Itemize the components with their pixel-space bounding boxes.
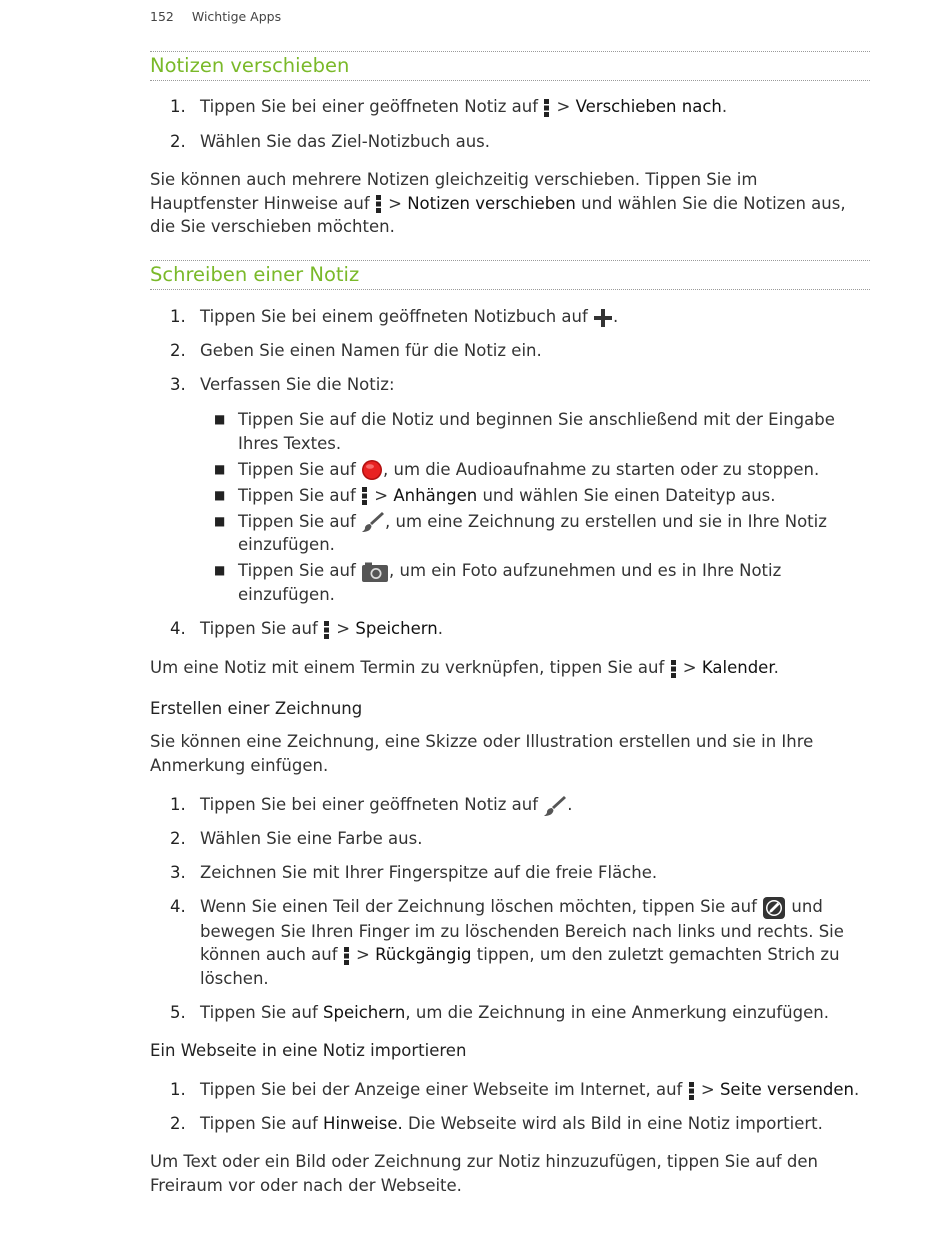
step-number: 1. bbox=[170, 795, 186, 814]
menu-icon bbox=[361, 486, 369, 506]
page-number: 152 bbox=[150, 9, 174, 24]
step-text-end: . bbox=[567, 795, 573, 814]
separator: > bbox=[369, 485, 394, 505]
section-title: Schreiben einer Notiz bbox=[150, 263, 360, 286]
menu-item-name: Kalender bbox=[701, 658, 774, 677]
list-item bbox=[150, 130, 870, 154]
plus-icon bbox=[593, 308, 613, 328]
running-header bbox=[150, 9, 281, 24]
bullet-item bbox=[150, 458, 870, 482]
menu-item-name: Verschieben nach bbox=[575, 97, 722, 116]
menu-icon bbox=[670, 659, 678, 679]
step-number: 2. bbox=[170, 829, 186, 848]
bullet-item bbox=[150, 484, 870, 508]
menu-item-name: Hinweise. bbox=[323, 1114, 403, 1133]
bullet-text: Tippen Sie auf bbox=[238, 511, 356, 531]
para-text-end: . bbox=[773, 658, 779, 677]
menu-item-name: Speichern bbox=[323, 1002, 406, 1022]
brush-icon bbox=[361, 511, 385, 533]
step-text: Tippen Sie auf bbox=[200, 1114, 324, 1133]
step-number: 4. bbox=[170, 619, 186, 638]
step-number: 2. bbox=[170, 1114, 186, 1133]
list-item bbox=[150, 1001, 870, 1025]
eraser-icon bbox=[762, 896, 786, 920]
bullet-item bbox=[150, 510, 870, 557]
separator: > bbox=[331, 619, 356, 638]
bullet-text-end: und wählen Sie einen Dateityp aus. bbox=[477, 485, 776, 505]
step-number: 3. bbox=[170, 375, 186, 394]
step-text: Tippen Sie bei einer geöffneten Notiz auf bbox=[200, 795, 539, 814]
menu-icon bbox=[375, 194, 383, 214]
menu-icon bbox=[343, 946, 351, 966]
bullet-marker: ■ bbox=[214, 487, 226, 502]
menu-icon bbox=[688, 1081, 696, 1101]
steps-list-write-cont bbox=[150, 617, 870, 641]
brush-icon bbox=[543, 795, 567, 817]
chapter-title: Wichtige Apps bbox=[191, 9, 282, 24]
step-number: 3. bbox=[170, 863, 186, 882]
bullet-item bbox=[150, 559, 870, 606]
list-item bbox=[150, 827, 870, 851]
step-text: Wählen Sie eine Farbe aus. bbox=[200, 829, 423, 848]
step-number: 2. bbox=[170, 341, 186, 360]
steps-list-write bbox=[150, 305, 870, 397]
separator: > bbox=[677, 658, 702, 677]
step-text: Tippen Sie bei einer geöffneten Notiz auf bbox=[200, 97, 539, 116]
step-number: 4. bbox=[170, 897, 186, 916]
bullet-text: Tippen Sie auf die Notiz und beginnen Sie anschließend mit der Eingabe Ihres Textes. bbox=[238, 410, 835, 453]
separator: > bbox=[382, 193, 408, 213]
section-notizen-verschieben bbox=[150, 51, 870, 81]
bullet-text: Tippen Sie auf bbox=[238, 485, 356, 505]
paragraph-drawing-intro: Sie können eine Zeichnung, eine Skizze oder Illustration erstellen und sie in Ihre Anmerkung einfügen. bbox=[150, 732, 814, 775]
list-item bbox=[150, 339, 870, 363]
step-text: Tippen Sie auf bbox=[200, 1002, 324, 1022]
step-text: Tippen Sie bei der Anzeige einer Webseite im Internet, auf bbox=[200, 1080, 683, 1099]
separator: > bbox=[695, 1080, 720, 1099]
section-schreiben-einer-notiz bbox=[150, 260, 870, 290]
section-title: Notizen verschieben bbox=[150, 54, 350, 77]
menu-item-name: Notizen verschieben bbox=[407, 193, 576, 213]
step-text: Wenn Sie einen Teil der Zeichnung löschen möchten, tippen Sie auf bbox=[200, 897, 757, 916]
list-item bbox=[150, 305, 870, 329]
bullet-item bbox=[150, 408, 870, 455]
subheading-webpage: Ein Webseite in eine Notiz importieren bbox=[150, 1041, 467, 1060]
menu-item-name: Rückgängig bbox=[375, 945, 472, 964]
bullet-text: Tippen Sie auf bbox=[238, 459, 356, 479]
menu-item-name: Anhängen bbox=[393, 485, 478, 505]
step-text-end: tippen, um den zuletzt gemachten Strich zu löschen. bbox=[200, 945, 840, 988]
paragraph-move-multiple bbox=[150, 168, 870, 239]
step-number: 1. bbox=[170, 307, 186, 326]
bullet-list-compose bbox=[150, 408, 870, 606]
list-item bbox=[150, 95, 870, 119]
subheading-drawing: Erstellen einer Zeichnung bbox=[150, 699, 363, 718]
menu-icon bbox=[323, 620, 331, 640]
step-text: Zeichnen Sie mit Ihrer Fingerspitze auf die freie Fläche. bbox=[200, 863, 658, 882]
list-item bbox=[150, 793, 870, 817]
list-item bbox=[150, 861, 870, 885]
paragraph-calendar bbox=[150, 656, 870, 680]
step-number: 1. bbox=[170, 97, 186, 116]
step-number: 5. bbox=[170, 1002, 186, 1022]
para-text-end: und wählen Sie die Notizen aus, die Sie verschieben möchten. bbox=[150, 193, 846, 236]
list-item bbox=[150, 895, 870, 990]
list-item bbox=[150, 1112, 870, 1136]
para-text: Um eine Notiz mit einem Termin zu verknüpfen, tippen Sie auf bbox=[150, 658, 665, 677]
bullet-marker: ■ bbox=[214, 513, 226, 528]
section-rule-bottom bbox=[150, 289, 870, 290]
step-text-end: . bbox=[613, 307, 619, 326]
separator: > bbox=[350, 945, 376, 964]
bullet-marker: ■ bbox=[214, 412, 226, 426]
record-icon bbox=[361, 459, 383, 481]
bullet-text-end: , um ein Foto aufzunehmen und es in Ihre Notiz einzufügen. bbox=[238, 561, 782, 604]
step-text: Wählen Sie das Ziel-Notizbuch aus. bbox=[200, 131, 490, 151]
bullet-text: Tippen Sie auf bbox=[238, 561, 356, 580]
list-item bbox=[150, 617, 870, 641]
steps-list-move bbox=[150, 95, 870, 153]
step-text-end: Die Webseite wird als Bild in eine Notiz importiert. bbox=[402, 1114, 823, 1133]
section-rule-bottom bbox=[150, 80, 870, 81]
bullet-text-end: , um die Audioaufnahme zu starten oder zu stoppen. bbox=[383, 459, 820, 479]
steps-list-webpage bbox=[150, 1078, 870, 1136]
step-text: Tippen Sie auf bbox=[200, 619, 318, 638]
list-item bbox=[150, 1078, 870, 1102]
steps-list-drawing bbox=[150, 793, 870, 1024]
list-item bbox=[150, 373, 870, 397]
step-text: Tippen Sie bei einem geöffneten Notizbuch auf bbox=[200, 307, 588, 326]
step-text-end: . bbox=[854, 1080, 860, 1099]
separator: > bbox=[551, 97, 576, 116]
step-text-mid: und bewegen Sie Ihren Finger im zu löschenden Bereich nach links und rechts. Sie können auch auf bbox=[200, 897, 844, 964]
bullet-text-end: , um eine Zeichnung zu erstellen und sie in Ihre Notiz einzufügen. bbox=[238, 511, 827, 554]
step-text-end: , um die Zeichnung in eine Anmerkung einzufügen. bbox=[405, 1002, 829, 1022]
para-text: Sie können auch mehrere Notizen gleichzeitig verschieben. Tippen Sie im Hauptfenster Hinweise auf bbox=[150, 170, 758, 213]
step-text: Geben Sie einen Namen für die Notiz ein. bbox=[200, 341, 542, 360]
menu-item-name: Seite versenden bbox=[719, 1080, 854, 1099]
bullet-marker: ■ bbox=[214, 563, 226, 577]
menu-item-name: Speichern bbox=[355, 619, 438, 638]
step-number: 1. bbox=[170, 1080, 186, 1099]
bullet-marker: ■ bbox=[214, 461, 226, 476]
step-number: 2. bbox=[170, 131, 186, 151]
step-text: Verfassen Sie die Notiz: bbox=[200, 375, 395, 394]
camera-icon bbox=[361, 561, 389, 583]
paragraph-webpage-note: Um Text oder ein Bild oder Zeichnung zur Notiz hinzuzufügen, tippen Sie auf den Freiraum vor oder nach der Webseite. bbox=[150, 1152, 818, 1195]
step-text-end: . bbox=[721, 97, 728, 116]
step-text-end: . bbox=[437, 619, 443, 638]
